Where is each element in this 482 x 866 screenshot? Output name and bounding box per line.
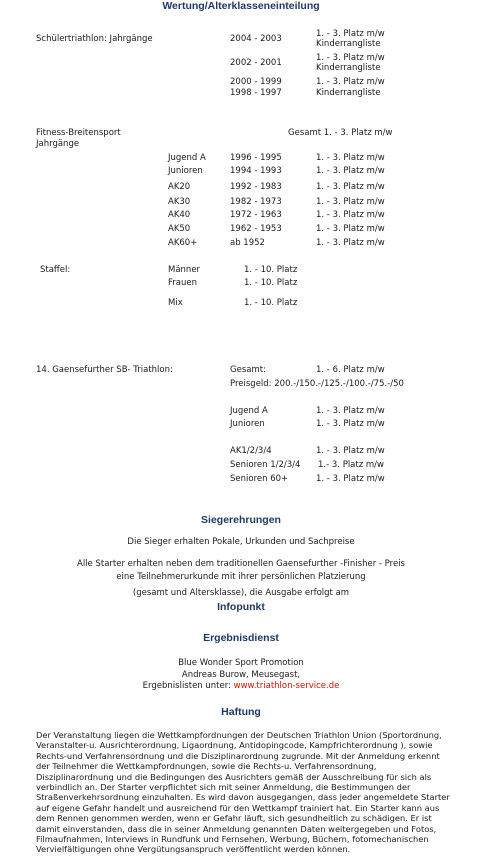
staffel-class: Frauen [168, 278, 197, 288]
fitness-prize: 1. - 3. Platz m/w [316, 182, 385, 192]
fitness-years: 1992 - 1983 [230, 182, 282, 192]
siegerehrungen-text: Die Sieger erhalten Pokale, Urkunden und Sachpreise [127, 537, 355, 547]
fitness-label: Fitness-Breitensport [36, 128, 121, 138]
sb-gesamt-label: Gesamt: [230, 365, 266, 375]
siegerehrungen-heading: Siegerehrungen [201, 514, 281, 526]
fitness-class: AK20 [168, 182, 191, 192]
fitness-prize: 1. - 3. Platz m/w [316, 153, 385, 163]
schueler-years-3: 2000 - 1999 [230, 77, 282, 87]
schueler-label: Schülertriathlon: Jahrgänge [36, 34, 153, 44]
sb-class: Senioren 60+ [230, 474, 289, 484]
sb-prize: 1. - 3. Platz m/w [316, 474, 385, 484]
fitness-years: 1972 - 1963 [230, 210, 282, 220]
sb-class: Senioren 1/2/3/4 [230, 460, 301, 470]
staffel-prize: 1. - 10. Platz [244, 265, 298, 275]
schueler-prize-2: 1. - 3. Platz m/w [316, 53, 385, 63]
sb-prize: 1. - 3. Platz m/w [316, 406, 385, 416]
fitness-class: AK60+ [168, 238, 198, 248]
staffel-label: Staffel: [40, 265, 71, 275]
fitness-years: 1996 - 1995 [230, 153, 282, 163]
schueler-prize-1: 1. - 3. Platz m/w [316, 29, 385, 39]
schueler-prize-4: Kinderrangliste [316, 88, 381, 98]
fitness-gesamt: Gesamt 1. - 3. Platz m/w [288, 128, 393, 138]
ergebnisdienst-line: Andreas Burow, Meusegast, [181, 670, 301, 680]
staffel-class: Mix [168, 298, 183, 308]
siegerehrungen-text: (gesamt und Altersklasse), die Ausgabe erfolgt am [132, 588, 350, 598]
sb-prize: 1. - 3. Platz m/w [316, 446, 385, 456]
fitness-prize: 1. - 3. Platz m/w [316, 238, 385, 248]
schueler-sub-2: Kinderrangliste [316, 63, 381, 73]
fitness-jahrgaenge: Jahrgänge [36, 139, 80, 149]
fitness-class: Jugend A [168, 153, 206, 163]
staffel-prize: 1. - 10. Platz [244, 278, 298, 288]
fitness-years: 1982 - 1973 [230, 197, 282, 207]
staffel-class: Männer [168, 265, 201, 275]
fitness-years: 1994 - 1993 [230, 166, 282, 176]
ergebnisdienst-line: Blue Wonder Sport Promotion [178, 658, 304, 668]
infopunkt-heading: Infopunkt [217, 601, 265, 613]
sb-gesamt-prize: 1. - 6. Platz m/w [316, 365, 385, 375]
fitness-prize: 1. - 3. Platz m/w [316, 210, 385, 220]
schueler-years-2: 2002 - 2001 [230, 58, 282, 68]
ergebnisdienst-line [0, 681, 482, 691]
fitness-class: AK50 [168, 224, 191, 234]
haftung-heading: Haftung [221, 706, 261, 718]
page-title: Wertung/Alterklasseneinteilung [162, 0, 320, 12]
sb-preisgeld: Preisgeld: 200.-/150.-/125.-/100.-/75.-/50 [230, 379, 404, 389]
sb-class: Junioren [230, 419, 265, 429]
fitness-class: Junioren [168, 166, 203, 176]
schueler-prize-3: 1. - 3. Platz m/w [316, 77, 385, 87]
siegerehrungen-text: Alle Starter erhalten neben dem traditionellen Gaensefurther -Finisher - Preis [77, 559, 405, 569]
ergebnislisten-label: Ergebnislisten unter: [142, 681, 231, 691]
siegerehrungen-text: eine Teilnehmerurkunde mit ihrer persönlichen Platzierung [116, 572, 366, 582]
schueler-years-1: 2004 - 2003 [230, 34, 282, 44]
schueler-years-4: 1998 - 1997 [230, 88, 282, 98]
fitness-prize: 1. - 3. Platz m/w [316, 166, 385, 176]
ergebnisdienst-heading: Ergebnisdienst [203, 632, 279, 644]
sb-label: 14. Gaensefurther SB- Triathlon: [36, 365, 173, 375]
staffel-prize: 1. - 10. Platz [244, 298, 298, 308]
sb-class: Jugend A [230, 406, 268, 416]
fitness-class: AK40 [168, 210, 191, 220]
haftung-text: Der Veranstaltung liegen die Wettkampfordnungen der Deutschen Triathlon Union (Sportordnung, Veranstalter-u. Ausrichterordnung, Ligaordnung, Antidopingcode, Kampfrichterordnung ), sowie Rechts-und Verfahrensordnung und die Disziplinarordnung zugrunde. Mit der Anmeldung erkennt der Teilnehmer die Wettkampfordnungen, sowie die Rechts-u. Verfahrensordnung, Disziplinarordnung und die Bedingungen des Ausrichters gemäß der Ausschreibung für sich als verbindlich an. Der Starter verpflichtet sich mit seiner Anmeldung, die Bestimmungen der Straßenverkehrsordnung einzuhalten. Es wird davon ausgegangen, dass jeder angemeldete Starter auf eigene Gefahr handelt und ausreichend für den Wettkampf trainiert hat. Ein Starter kann aus dem Rennen genommen werden, wenn er Gefahr läuft, sich gesundheitlich zu schädigen. Er ist damit einverstanden, dass die in seiner Anmeldung genannten Daten weitergegeben und Fotos, Filmaufnahmen, Interviews in Rundfunk und Fernsehen, Werbung, Büchern, fotomechanischen Vervielfältigungen ohne Vergütungsanspruch veröffentlicht werden können. [36, 730, 450, 855]
sb-prize: 1.- 3. Platz m/w [318, 460, 384, 470]
fitness-years: ab 1952 [230, 238, 265, 248]
results-link[interactable]: www.triathlon-service.de [233, 681, 340, 691]
fitness-prize: 1. - 3. Platz m/w [316, 224, 385, 234]
schueler-sub-1: Kinderrangliste [316, 39, 381, 49]
fitness-prize: 1. - 3. Platz m/w [316, 197, 385, 207]
fitness-years: 1962 - 1953 [230, 224, 282, 234]
sb-prize: 1. - 3. Platz m/w [316, 419, 385, 429]
sb-class: AK1/2/3/4 [230, 446, 272, 456]
fitness-class: AK30 [168, 197, 191, 207]
